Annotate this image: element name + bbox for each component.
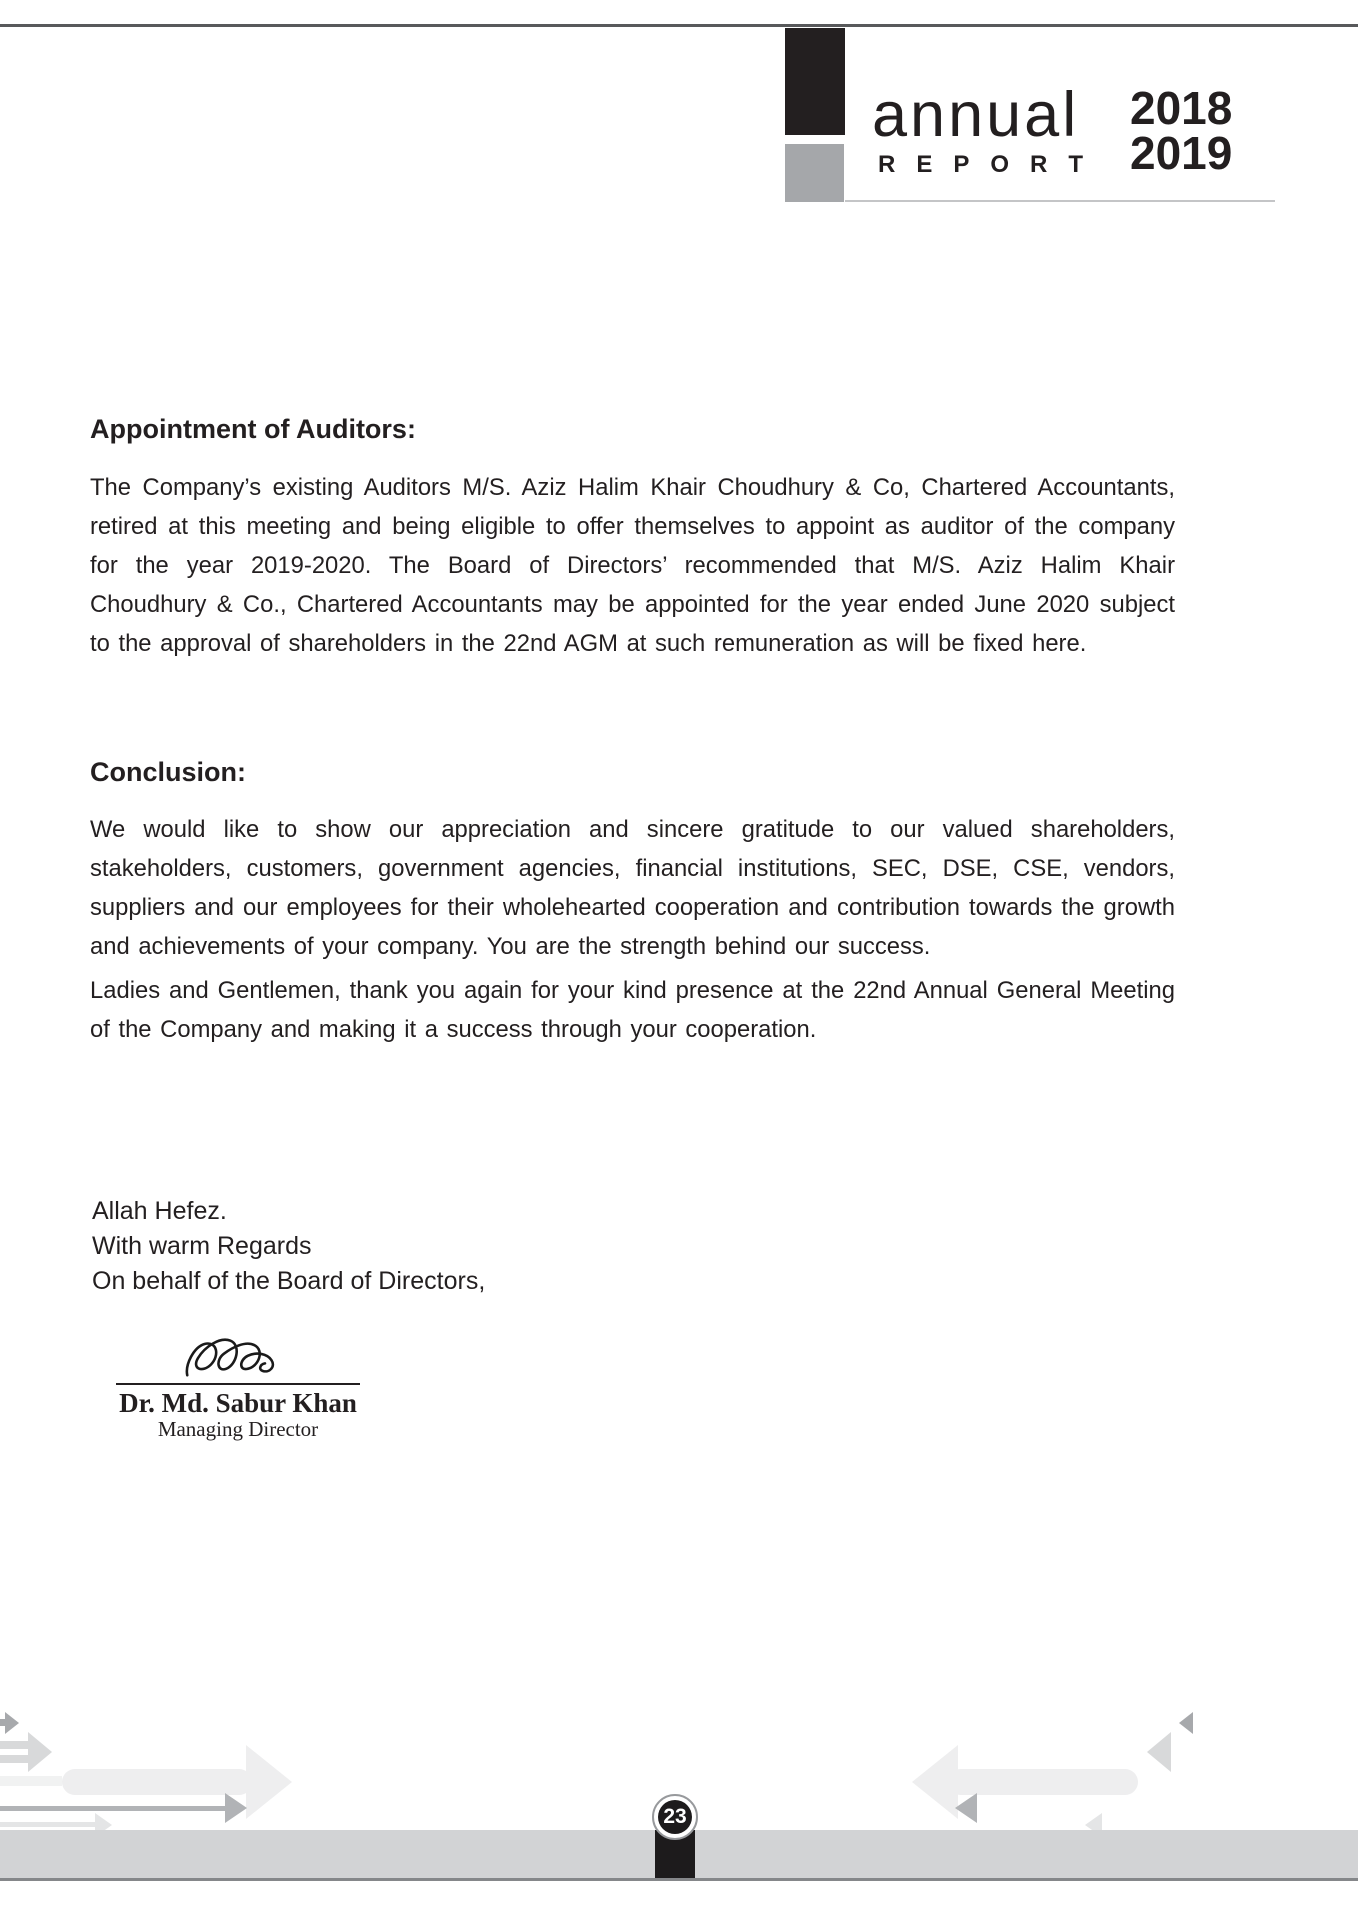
logo-year-1: 2018 — [1130, 82, 1233, 134]
page-number: 23 — [658, 1800, 692, 1834]
paragraph-conclusion-2: Ladies and Gentlemen, thank you again for your kind presence at the 22nd Annual General Meeting of the Company and making it a success through your cooperation. — [90, 977, 1175, 1043]
section-heading-appointment: Appointment of Auditors: — [90, 414, 416, 444]
section-heading-conclusion: Conclusion: — [90, 757, 246, 787]
logo-wordmark: annual — [872, 80, 1080, 150]
logo-black-square — [785, 28, 845, 135]
signoff-line: With warm Regards — [92, 1232, 312, 1260]
signature-rule — [116, 1383, 360, 1385]
logo-year-2: 2019 — [1130, 127, 1233, 179]
signature-block — [116, 1334, 360, 1441]
signatory-name: Dr. Md. Sabur Khan — [119, 1388, 357, 1418]
signoff-block — [92, 1194, 485, 1299]
signoff-line: Allah Hefez. — [92, 1197, 227, 1225]
logo-gray-square — [785, 144, 844, 202]
paragraph-conclusion-1: We would like to show our appreciation and sincere gratitude to our valued shareholders, stakeholders, customers, government agencies, financial institutions, SEC, DSE, CSE, vendors, suppliers and our employees for their wholehearted cooperation and contribution towards the growth and achievements of your company. You are the strength behind our success. — [90, 816, 1175, 960]
logo-underline — [845, 200, 1275, 202]
signature-scribble — [184, 1334, 292, 1382]
signoff-line: On behalf of the Board of Directors, — [92, 1267, 486, 1295]
logo-report-word: REPORT — [878, 151, 1105, 178]
paragraph-appointment: The Company’s existing Auditors M/S. Aziz Halim Khair Choudhury & Co, Chartered Accountants, retired at this meeting and being eligible to offer themselves to appoint as auditor of the company for the year 2019-2020. The Board of Directors’ recommended that M/S. Aziz Halim Khair Choudhury & Co., Chartered Accountants may be appointed for the year ended June 2020 subject to the approval of shareholders in the 22nd AGM at such remuneration as will be fixed here. — [90, 474, 1175, 657]
logo-years — [1130, 82, 1233, 179]
top-rule — [0, 24, 1358, 27]
page-number-badge — [652, 1794, 698, 1840]
signatory-title: Managing Director — [157, 1417, 319, 1441]
